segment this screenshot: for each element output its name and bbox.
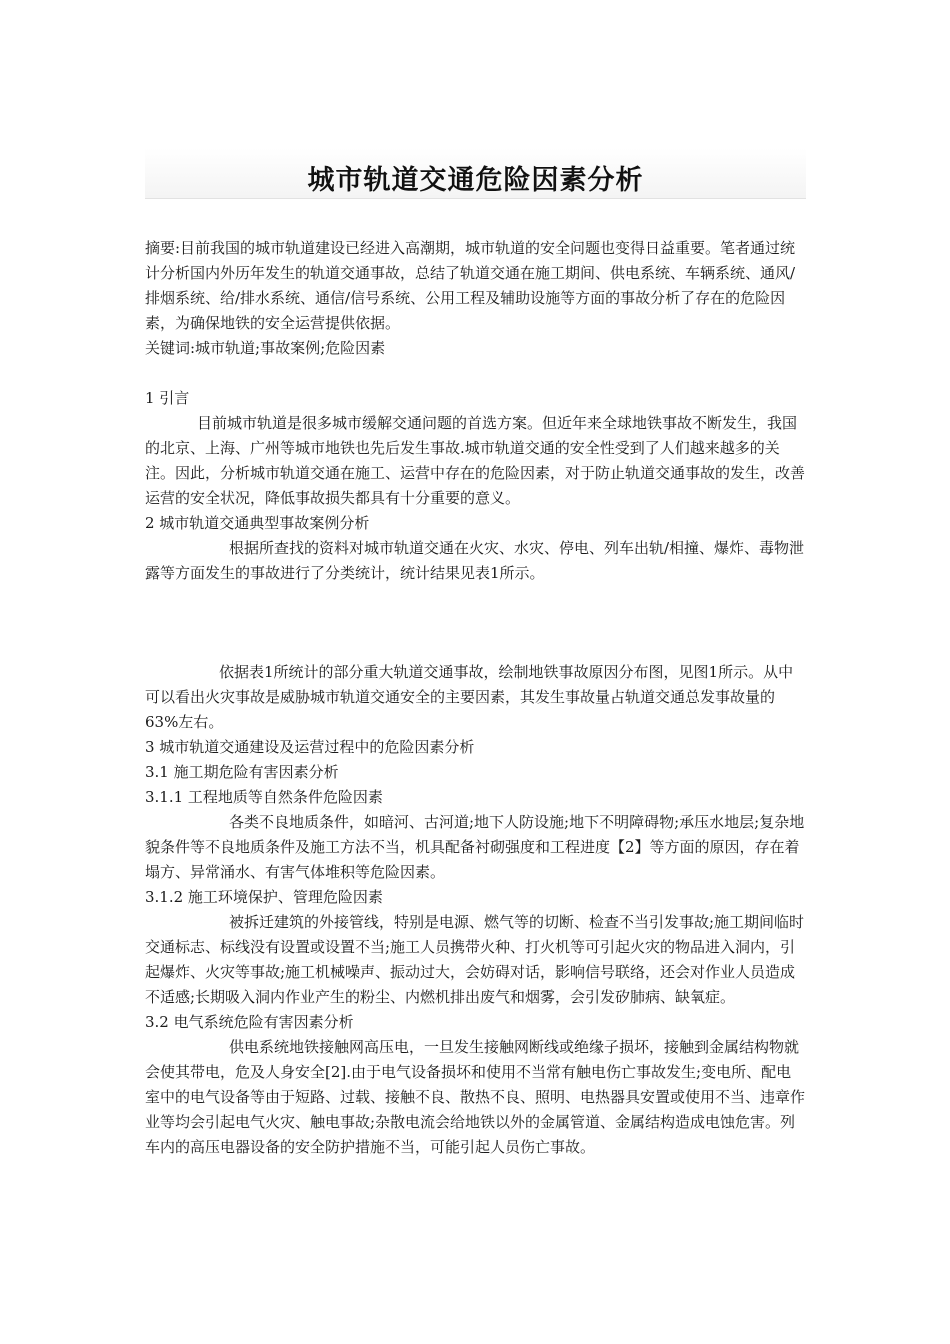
section-3-1-heading: 3.1 施工期危险有害因素分析 [145,763,339,781]
section-1-paragraph: 目前城市轨道是很多城市缓解交通问题的首选方案。但近年来全球地铁事故不断发生，我国的北京、上海、广州等城市地铁也先后发生事故.城市轨道交通的安全性受到了人们越来越多的关注。因此，分析城市轨道交通在施工、运营中存在的危险因素，对于防止轨道交通事故的发生，改善运营的安全状况，降低事故损失都具有十分重要的意义。 [145,414,806,507]
document-title: 城市轨道交通危险因素分析 [307,165,644,196]
abstract: 摘要:目前我国的城市轨道建设已经进入高潮期，城市轨道的安全问题也变得日益重要。笔者通过统计分析国内外历年发生的轨道交通事故，总结了轨道交通在施工期间、供电系统、车辆系统、通风/排烟系统、给/排水系统、通信/信号系统、公用工程及辅助设施等方面的事故分析了存在的危险因素，为确保地铁的安全运营提供依据。 [145,239,796,332]
section-3-2-heading: 3.2 电气系统危险有害因素分析 [145,1013,354,1031]
spacer [145,586,805,660]
section-1-heading: 1 引言 [145,389,190,407]
section-3-1-2-paragraph: 被拆迁建筑的外接管线，特别是电源、燃气等的切断、检查不当引发事故;施工期间临时交通标志、标线没有设置或设置不当;施工人员携带火种、打火机等可引起火灾的物品进入洞内，引起爆炸、火灾等事故;施工机械噪声、振动过大，会妨碍对话，影响信号联络，还会对作业人员造成不适感;长期吸入洞内作业产生的粉尘、内燃机排出废气和烟雾，会引发矽肺病、缺氧症。 [145,913,805,1006]
document-body [145,236,805,1160]
section-2-paragraph: 根据所查找的资料对城市轨道交通在火灾、水灾、停电、列车出轨/相撞、爆炸、毒物泄露等方面发生的事故进行了分类统计，统计结果见表1所示。 [145,539,805,582]
section-3-1-1-paragraph: 各类不良地质条件，如暗河、古河道;地下人防设施;地下不明障碍物;承压水地层;复杂地貌条件等不良地质条件及施工方法不当，机具配备衬砌强度和工程进度【2】等方面的原因，存在着塌方、异常涌水、有害气体堆积等危险因素。 [145,813,805,881]
section-2-paragraph-2: 依据表1所统计的部分重大轨道交通事故，绘制地铁事故原因分布图，见图1所示。从中可以看出火灾事故是威胁城市轨道交通安全的主要因素，其发生事故量占轨道交通总发事故量的63%左右。 [145,663,794,731]
section-3-heading: 3 城市轨道交通建设及运营过程中的危险因素分析 [145,738,475,756]
title-banner [145,148,806,199]
spacer [145,361,805,386]
section-3-2-paragraph: 供电系统地铁接触网高压电，一旦发生接触网断线或绝缘子损坏，接触到金属结构物就会使其带电，危及人身安全[2].由于电气设备损坏和使用不当常有触电伤亡事故发生;变电所、配电室中的电气设备等由于短路、过载、接触不良、散热不良、照明、电热器具安置或使用不当、违章作业等均会引起电气火灾、触电事故;杂散电流会给地铁以外的金属管道、金属结构造成电蚀危害。列车内的高压电器设备的安全防护措施不当，可能引起人员伤亡事故。 [145,1038,806,1156]
keywords: 关键词:城市轨道;事故案例;危险因素 [145,339,386,357]
section-3-1-1-heading: 3.1.1 工程地质等自然条件危险因素 [145,788,383,806]
section-3-1-2-heading: 3.1.2 施工环境保护、管理危险因素 [145,888,383,906]
section-2-heading: 2 城市轨道交通典型事故案例分析 [145,514,370,532]
